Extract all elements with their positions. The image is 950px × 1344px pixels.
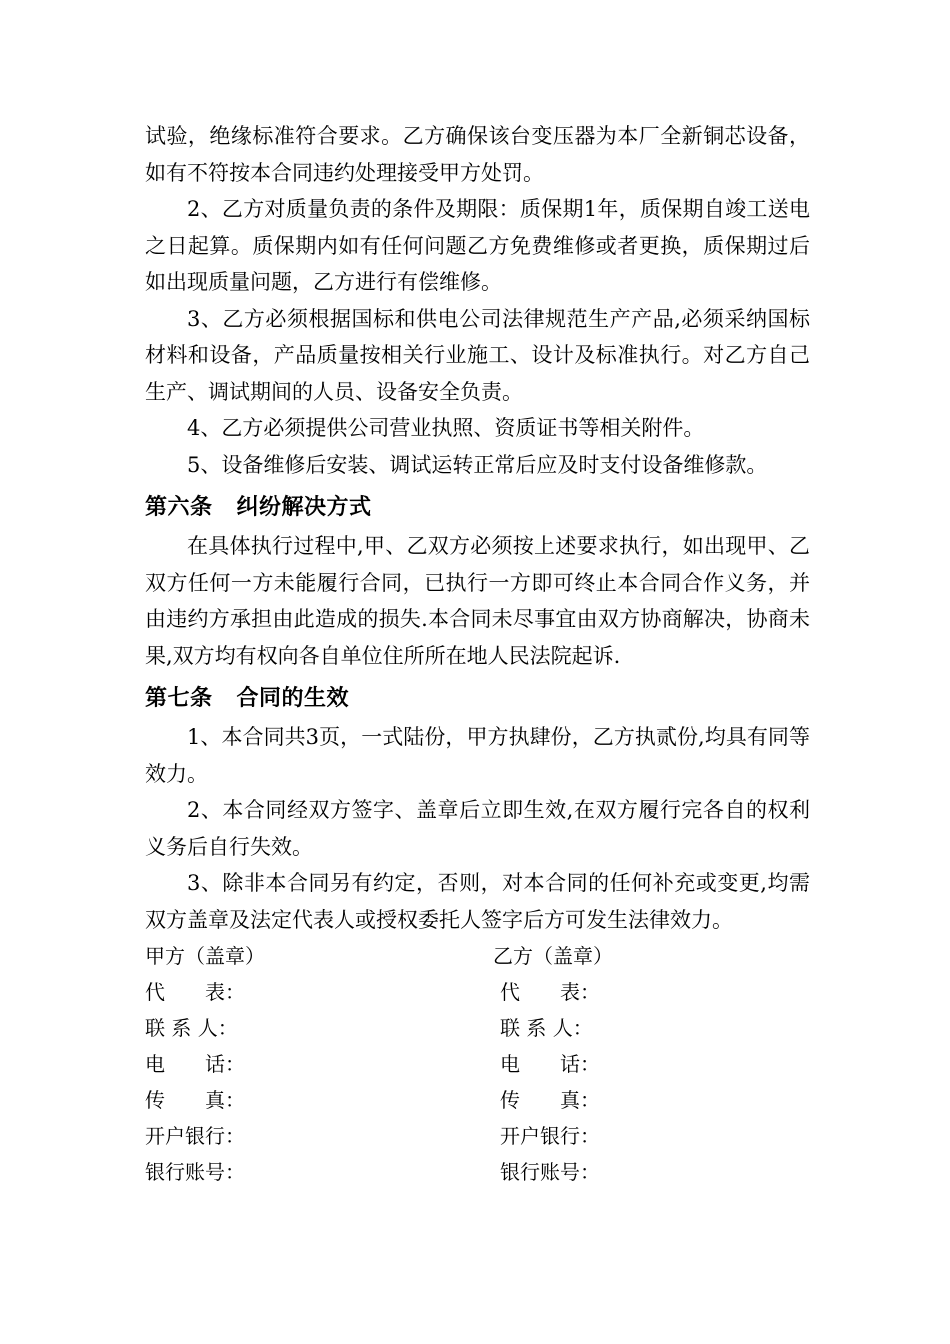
party-a-fax-label: 传 真： [145,1088,245,1112]
party-a-phone-label: 电 话： [145,1052,245,1076]
party-a-contact-label: 联 系 人： [145,1016,238,1040]
party-b-contact-label: 联 系 人： [500,1016,593,1040]
article-6-number: 第六条 [145,495,213,520]
article-7-item-3: 3、除非本合同另有约定，否则，对本合同的任何补充或变更,均需双方盖章及法定代表人或授权委托人签字后方可发生法律效力。 [145,871,810,932]
party-a-title: 甲方（盖章） [145,944,265,968]
signature-row-representative [145,974,810,1010]
article-6-body: 在具体执行过程中,甲、乙双方必须按上述要求执行，如出现甲、乙双方任何一方未能履行合同，已执行一方即可终止本合同合作义务，并由违约方承担由此造成的损失.本合同未尽事宜由双方协商解决，协商未果,双方均有权向各自单位住所所在地人民法院起诉. [145,534,810,668]
signature-row-fax [145,1082,810,1118]
signature-row-account [145,1154,810,1190]
party-a-representative-label: 代 表： [145,980,245,1004]
party-a-account-label: 银行账号： [145,1160,245,1184]
article-7-item-2: 2、本合同经双方签字、盖章后立即生效,在双方履行完各自的权利义务后自行失效。 [145,798,810,859]
paragraph-warranty-continued: 试验，绝缘标准符合要求。乙方确保该台变压器为本厂全新铜芯设备，如有不符按本合同违约处理接受甲方处罚。 [145,124,810,185]
party-b-fax-label: 传 真： [500,1088,600,1112]
signature-row-contact [145,1010,810,1046]
signature-row-bank [145,1118,810,1154]
signature-row-phone [145,1046,810,1082]
article-7-item-1: 1、本合同共3页，一式陆份，甲方执肆份，乙方执贰份,均具有同等效力。 [145,725,810,786]
contract-page [145,118,810,1190]
signature-block [145,938,810,1190]
party-b-representative-label: 代 表： [500,980,600,1004]
party-b-bank-label: 开户银行： [500,1124,600,1148]
article-7-heading [145,679,810,719]
party-b-phone-label: 电 话： [500,1052,600,1076]
clause-documents: 4、乙方必须提供公司营业执照、资质证书等相关附件。 [187,416,705,440]
article-6-heading [145,488,810,528]
clause-payment: 5、设备维修后安装、调试运转正常后应及时支付设备维修款。 [187,452,768,477]
article-7-number: 第七条 [145,686,213,711]
party-a-bank-label: 开户银行： [145,1124,245,1148]
article-6-title: 纠纷解决方式 [236,495,372,520]
party-b-account-label: 银行账号： [500,1160,600,1184]
party-b-title: 乙方（盖章） [493,944,613,968]
clause-standards: 3、乙方必须根据国标和供电公司法律规范生产产品,必须采纳国标材料和设备，产品质量按相关行业施工、设计及标准执行。对乙方自己生产、调试期间的人员、设备安全负责。 [145,306,810,404]
clause-quality-period: 2、乙方对质量负责的条件及期限：质保期1年，质保期自竣工送电之日起算。质保期内如有任何问题乙方免费维修或者更换，质保期过后如出现质量问题，乙方进行有偿维修。 [145,197,810,294]
article-7-title: 合同的生效 [236,686,350,711]
signature-row-title [145,938,810,974]
